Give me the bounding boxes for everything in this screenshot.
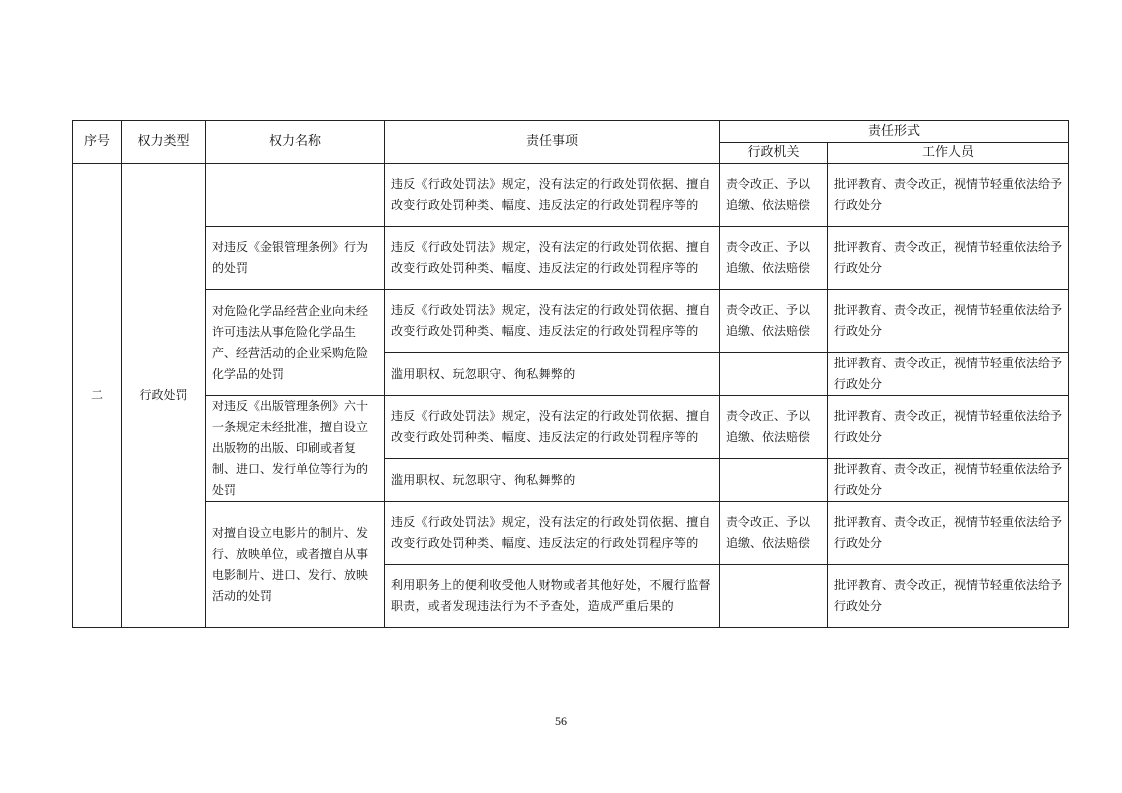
matter-cell: 违反《行政处罚法》规定，没有法定的行政处罚依据、擅自改变行政处罚种类、幅度、违反法定的行政处罚程序等的 xyxy=(385,396,720,459)
header-power-name: 权力名称 xyxy=(206,121,385,164)
admin-cell xyxy=(720,353,828,396)
staff-cell: 批评教育、责令改正，视情节轻重依法给予行政处分 xyxy=(828,396,1069,459)
staff-cell: 批评教育、责令改正，视情节轻重依法给予行政处分 xyxy=(828,459,1069,502)
table-row xyxy=(73,290,1069,353)
staff-cell: 批评教育、责令改正，视情节轻重依法给予行政处分 xyxy=(828,164,1069,227)
header-responsibility: 责任事项 xyxy=(385,121,720,164)
header-staff: 工作人员 xyxy=(828,143,1069,164)
matter-cell: 违反《行政处罚法》规定，没有法定的行政处罚依据、擅自改变行政处罚种类、幅度、违反法定的行政处罚程序等的 xyxy=(385,227,720,290)
header-seq: 序号 xyxy=(73,121,122,164)
matter-cell: 违反《行政处罚法》规定，没有法定的行政处罚依据、擅自改变行政处罚种类、幅度、违反法定的行政处罚程序等的 xyxy=(385,502,720,565)
header-admin-organ: 行政机关 xyxy=(720,143,828,164)
staff-cell: 批评教育、责令改正，视情节轻重依法给予行政处分 xyxy=(828,565,1069,628)
header-power-type: 权力类型 xyxy=(122,121,206,164)
matter-cell: 滥用职权、玩忽职守、徇私舞弊的 xyxy=(385,459,720,502)
matter-cell: 违反《行政处罚法》规定，没有法定的行政处罚依据、擅自改变行政处罚种类、幅度、违反法定的行政处罚程序等的 xyxy=(385,164,720,227)
header-responsibility-form: 责任形式 xyxy=(720,121,1069,143)
power-type-cell: 行政处罚 xyxy=(122,164,206,628)
table-row xyxy=(73,396,1069,459)
staff-cell: 批评教育、责令改正，视情节轻重依法给予行政处分 xyxy=(828,353,1069,396)
matter-cell: 违反《行政处罚法》规定，没有法定的行政处罚依据、擅自改变行政处罚种类、幅度、违反法定的行政处罚程序等的 xyxy=(385,290,720,353)
admin-cell xyxy=(720,459,828,502)
power-name-cell: 对违反《金银管理条例》行为的处罚 xyxy=(206,227,385,290)
admin-cell: 责令改正、予以追缴、依法赔偿 xyxy=(720,502,828,565)
power-name-cell xyxy=(206,164,385,227)
staff-cell: 批评教育、责令改正，视情节轻重依法给予行政处分 xyxy=(828,502,1069,565)
staff-cell: 批评教育、责令改正，视情节轻重依法给予行政处分 xyxy=(828,227,1069,290)
table-row xyxy=(73,164,1069,227)
admin-cell: 责令改正、予以追缴、依法赔偿 xyxy=(720,227,828,290)
admin-cell: 责令改正、予以追缴、依法赔偿 xyxy=(720,164,828,227)
power-name-cell: 对违反《出版管理条例》六十一条规定未经批准，擅自设立出版物的出版、印刷或者复制、进口、发行单位等行为的处罚 xyxy=(206,396,385,502)
staff-cell: 批评教育、责令改正，视情节轻重依法给予行政处分 xyxy=(828,290,1069,353)
seq-cell: 二 xyxy=(73,164,122,628)
admin-cell: 责令改正、予以追缴、依法赔偿 xyxy=(720,290,828,353)
matter-cell: 滥用职权、玩忽职守、徇私舞弊的 xyxy=(385,353,720,396)
power-name-cell: 对危险化学品经营企业向未经许可违法从事危险化学品生产、经营活动的企业采购危险化学品的处罚 xyxy=(206,290,385,396)
responsibility-table xyxy=(72,120,1069,628)
power-name-cell: 对擅自设立电影片的制片、发行、放映单位，或者擅自从事电影制片、进口、发行、放映活动的处罚 xyxy=(206,502,385,628)
admin-cell: 责令改正、予以追缴、依法赔偿 xyxy=(720,396,828,459)
admin-cell xyxy=(720,565,828,628)
table-row xyxy=(73,227,1069,290)
table-row xyxy=(73,502,1069,565)
matter-cell: 利用职务上的便利收受他人财物或者其他好处，不履行监督职责，或者发现违法行为不予查处，造成严重后果的 xyxy=(385,565,720,628)
page-number: 56 xyxy=(555,714,567,728)
